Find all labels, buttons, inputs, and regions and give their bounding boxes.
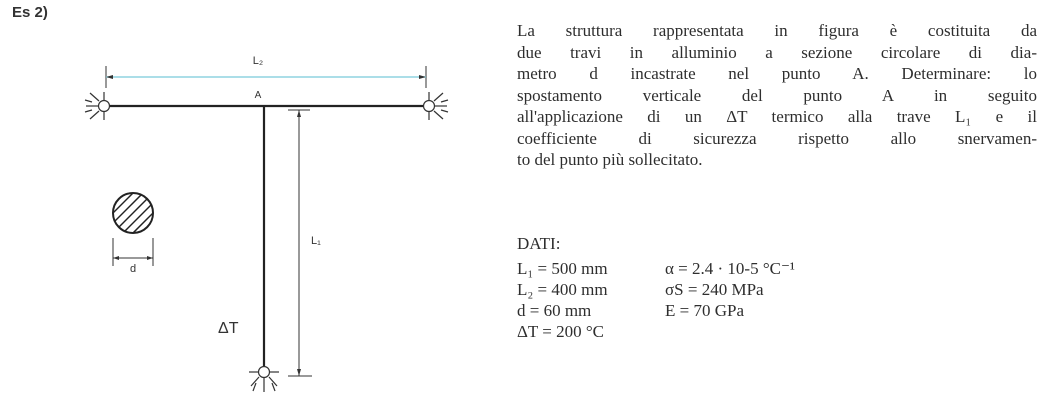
data-title: DATI: xyxy=(517,234,561,253)
data-delta-t: ΔT = 200 °C xyxy=(517,322,604,341)
problem-line: all'applicazione di un ΔT termico alla trave L₁ e il xyxy=(517,107,1037,126)
dimension-l1 xyxy=(288,110,312,376)
problem-line: La struttura rappresentata in figura è costituita da xyxy=(517,21,1037,40)
data-table xyxy=(517,258,795,342)
data-e: E = 70 GPa xyxy=(665,301,744,320)
data-row xyxy=(517,300,795,321)
structure-figure xyxy=(0,0,500,408)
dimension-l2 xyxy=(106,66,426,88)
problem-line: to del punto più sollecitato. xyxy=(517,150,703,169)
cross-section xyxy=(103,183,168,266)
bottom-hinge-support xyxy=(249,367,279,393)
data-d: d = 60 mm xyxy=(517,301,592,320)
problem-line: coefficiente di sicurezza rispetto allo snervamen- xyxy=(517,128,1037,148)
data-row xyxy=(517,279,795,300)
data-row xyxy=(517,258,795,279)
label-diameter: d xyxy=(129,263,137,275)
right-hinge-support xyxy=(424,92,449,120)
label-point-a: A xyxy=(254,90,262,101)
problem-line: metro d incastrate nel punto A. Determinare: lo xyxy=(517,64,1037,83)
exercise-number: Es 2) xyxy=(12,4,48,21)
problem-statement xyxy=(517,20,1037,171)
label-delta-t: ΔT xyxy=(218,320,239,337)
data-l1: L₁ = 500 mm xyxy=(517,259,608,278)
data-l2: L₂ = 400 mm xyxy=(517,280,608,299)
data-sigma: σS = 240 MPa xyxy=(665,280,764,299)
data-alpha: α = 2.4 · 10-5 °C⁻¹ xyxy=(665,259,796,278)
label-l1: L₁ xyxy=(311,235,321,247)
label-l2: L₂ xyxy=(252,55,264,67)
problem-line: spostamento verticale del punto A in seguito xyxy=(517,85,1037,105)
data-row xyxy=(517,321,795,342)
problem-line: due travi in alluminio a sezione circolare di dia- xyxy=(517,42,1037,62)
left-hinge-support xyxy=(85,92,110,120)
